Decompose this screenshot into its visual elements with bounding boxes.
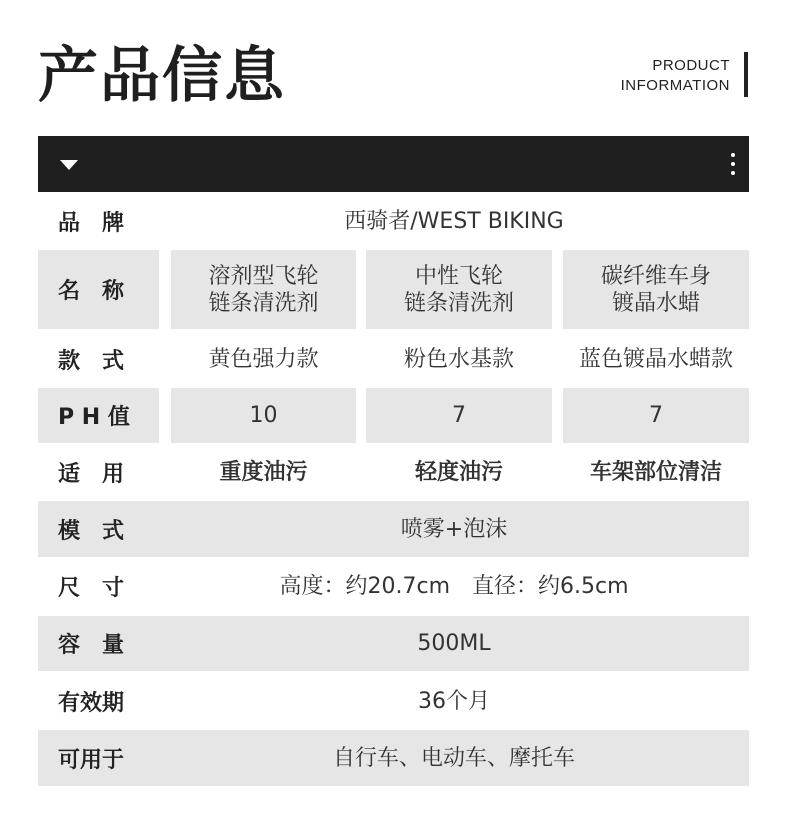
usage-value-1: 重度油污 xyxy=(219,459,308,485)
size-value: 高度：约20.7cm 直径：约6.5cm xyxy=(279,574,629,599)
subtitle-line-1: PRODUCT xyxy=(652,57,730,74)
table-row-size xyxy=(38,558,749,615)
page-subtitle xyxy=(621,56,730,96)
caret-down-icon[interactable] xyxy=(60,160,78,170)
page-title: 产品信息 xyxy=(38,41,286,111)
table-row-name xyxy=(38,250,749,329)
applicable-value: 自行车、电动车、摩托车 xyxy=(332,745,575,771)
validity-value: 36个月 xyxy=(418,688,490,714)
row-label: 可用于 xyxy=(58,747,125,773)
ph-value-2: 7 xyxy=(366,388,552,443)
table-row-applicable xyxy=(38,730,749,786)
name-value-1: 溶剂型飞轮 链条清洗剂 xyxy=(171,250,356,329)
table-header-bar xyxy=(38,136,749,192)
capacity-value: 500ML xyxy=(417,631,491,656)
subtitle-accent-bar xyxy=(744,52,748,97)
row-label: 品 牌 xyxy=(58,210,125,236)
row-label: 适 用 xyxy=(58,461,125,487)
table-row-usage xyxy=(38,444,749,500)
ph-value-1: 10 xyxy=(171,388,356,443)
style-value-1: 黄色强力款 xyxy=(208,346,319,372)
style-value-2: 粉色水基款 xyxy=(403,346,514,372)
ph-value-3: 7 xyxy=(563,388,749,443)
style-value-3: 蓝色镀晶水蜡款 xyxy=(578,346,733,372)
row-label: 款 式 xyxy=(58,348,125,374)
mode-value: 喷雾+泡沫 xyxy=(400,516,508,542)
name-value-2: 中性飞轮 链条清洗剂 xyxy=(366,250,552,329)
usage-value-2: 轻度油污 xyxy=(414,459,503,485)
more-vertical-icon[interactable] xyxy=(731,153,735,177)
row-label: 名 称 xyxy=(38,250,159,329)
row-label: 尺 寸 xyxy=(58,576,125,601)
table-row-brand xyxy=(38,193,749,249)
row-label: P H 值 xyxy=(38,388,159,443)
brand-value: 西骑者/WEST BIKING xyxy=(344,208,564,234)
table-row-ph xyxy=(38,388,749,443)
row-label: 有效期 xyxy=(58,690,125,716)
table-row-mode xyxy=(38,501,749,557)
row-label: 容 量 xyxy=(58,633,125,658)
usage-value-3: 车架部位清洁 xyxy=(589,459,722,485)
table-row-style xyxy=(38,331,749,387)
subtitle-line-2: INFORMATION xyxy=(620,77,730,94)
table-row-validity xyxy=(38,673,749,729)
table-row-capacity xyxy=(38,616,749,671)
name-value-3: 碳纤维车身 镀晶水蜡 xyxy=(563,250,749,329)
row-label: 模 式 xyxy=(58,518,125,544)
